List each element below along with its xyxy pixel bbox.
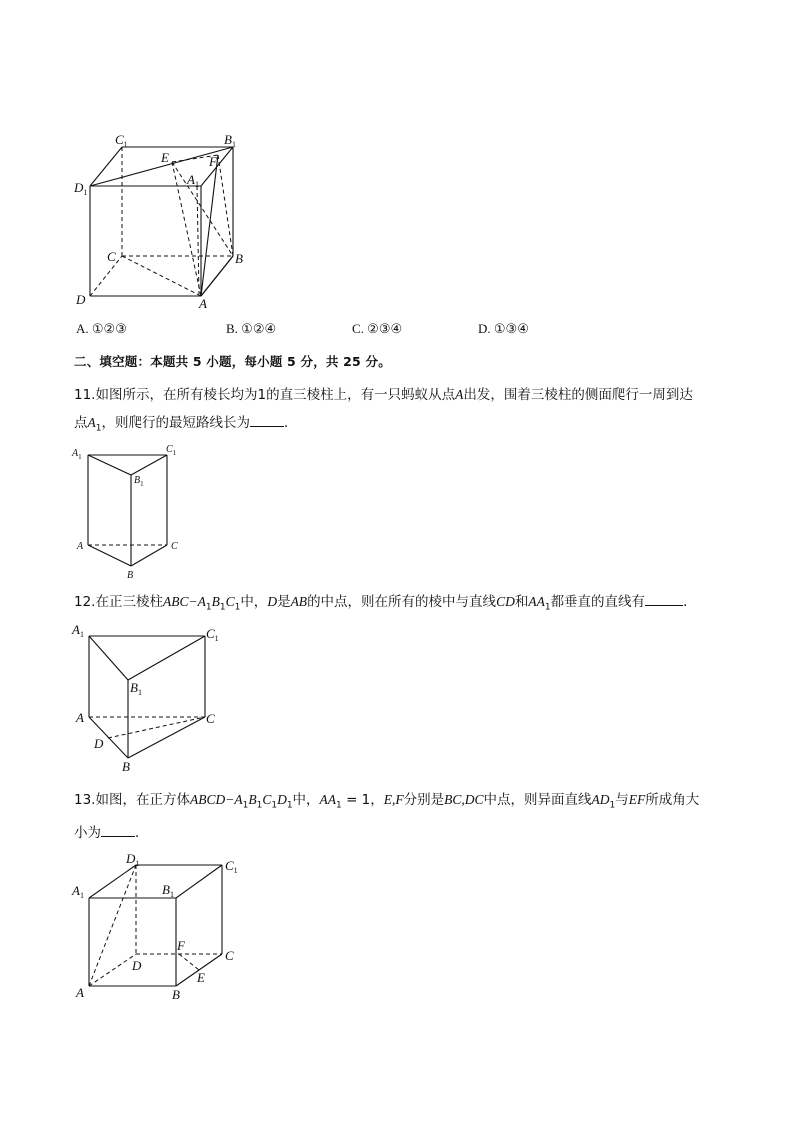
section-title: 二、填空题：本题共 5 小题，每小题 5 分，共 25 分。 <box>74 354 391 369</box>
hidden-edge <box>89 954 136 986</box>
label-a: A <box>77 541 84 552</box>
label-a: A <box>76 710 84 725</box>
edge <box>88 455 131 475</box>
edge <box>131 455 167 475</box>
figure-cube-13 <box>70 850 250 1010</box>
edge <box>88 545 131 566</box>
label-f: F <box>209 154 217 169</box>
label-d: D <box>132 958 142 973</box>
label-c1: $C_1$ <box>225 858 238 875</box>
hidden-edge-ca <box>122 256 201 296</box>
label-b: B <box>172 987 180 1002</box>
option-c[interactable]: C. ②③④ <box>352 321 403 336</box>
question-12: 12.在正三棱柱$ABC-A_1B_1C_1$中，D是AB的中点，则在所有的棱中与直线CD和$AA_1$都垂直的直线有 ． <box>74 594 697 613</box>
label-a1: $A_1$ <box>72 622 84 639</box>
label-a1: $A_1$ <box>72 883 84 900</box>
label-a: A <box>199 296 207 311</box>
label-b1: $B_1$ <box>130 680 142 697</box>
label-b: B <box>122 759 130 774</box>
answer-blank-12[interactable] <box>645 593 683 606</box>
label-b: B <box>127 570 134 581</box>
label-f: F <box>177 938 185 953</box>
hidden-edge-eb <box>172 162 233 256</box>
label-c: C <box>171 541 178 552</box>
label-b1: $B_1$ <box>134 475 144 488</box>
option-b[interactable]: B. ①②④ <box>226 321 277 336</box>
figure-cube-ef <box>70 125 260 315</box>
label-d: D <box>76 292 86 307</box>
figure-prism-12 <box>70 620 230 780</box>
label-d: D <box>94 736 104 751</box>
hidden-edge-ad1 <box>89 865 136 986</box>
question-13: 13.如图，在正方体$ABCD-A_1B_1C_1D_1$中，$AA_1 = 1$，E,F分别是BC,DC中点，则异面直线$AD_1$与EF所成角大 小为 ． <box>74 792 700 841</box>
label-c1: $C_1$ <box>115 132 128 149</box>
edge <box>90 147 122 186</box>
answer-blank-11[interactable] <box>250 414 284 427</box>
label-c1: $C_1$ <box>166 444 177 457</box>
hidden-edge-dc <box>108 717 205 738</box>
label-e: E <box>197 970 205 985</box>
label-c: C <box>225 948 234 963</box>
answer-blank-13[interactable] <box>101 824 135 837</box>
edge <box>128 717 205 758</box>
label-b: B <box>235 251 243 266</box>
figure-prism-11 <box>70 442 190 582</box>
hidden-edge-ef <box>179 954 199 970</box>
label-c1: $C_1$ <box>206 626 219 643</box>
label-d1: $D_1$ <box>126 851 140 868</box>
hidden-edge <box>90 256 122 296</box>
label-a1: $A_1$ <box>187 172 199 189</box>
question-11: 11.如图所示，在所有棱长均为1的直三棱柱上，有一只蚂蚁从点A出发，围着三棱柱的侧面爬行一周到达 点$A_1$，则爬行的最短路线长为 ． <box>74 387 693 434</box>
option-a[interactable]: A. ①②③ <box>76 321 127 336</box>
label-b1: $B_1$ <box>224 132 236 149</box>
label-e: E <box>161 150 169 165</box>
label-d1: $D_1$ <box>74 180 88 197</box>
label-a: A <box>76 985 84 1000</box>
answer-options <box>76 321 716 339</box>
edge <box>176 865 222 898</box>
label-c: C <box>107 249 116 264</box>
label-b1: $B_1$ <box>162 882 174 899</box>
edge <box>89 865 136 898</box>
hidden-edge-a1a <box>197 186 199 294</box>
label-a1: $A_1$ <box>72 448 82 461</box>
edge-ab <box>201 256 233 296</box>
label-c: C <box>206 711 215 726</box>
edge <box>89 636 128 680</box>
edge <box>128 636 205 680</box>
edge <box>131 545 167 566</box>
hidden-edge-fb <box>218 155 233 256</box>
option-d[interactable]: D. ①③④ <box>478 321 529 336</box>
